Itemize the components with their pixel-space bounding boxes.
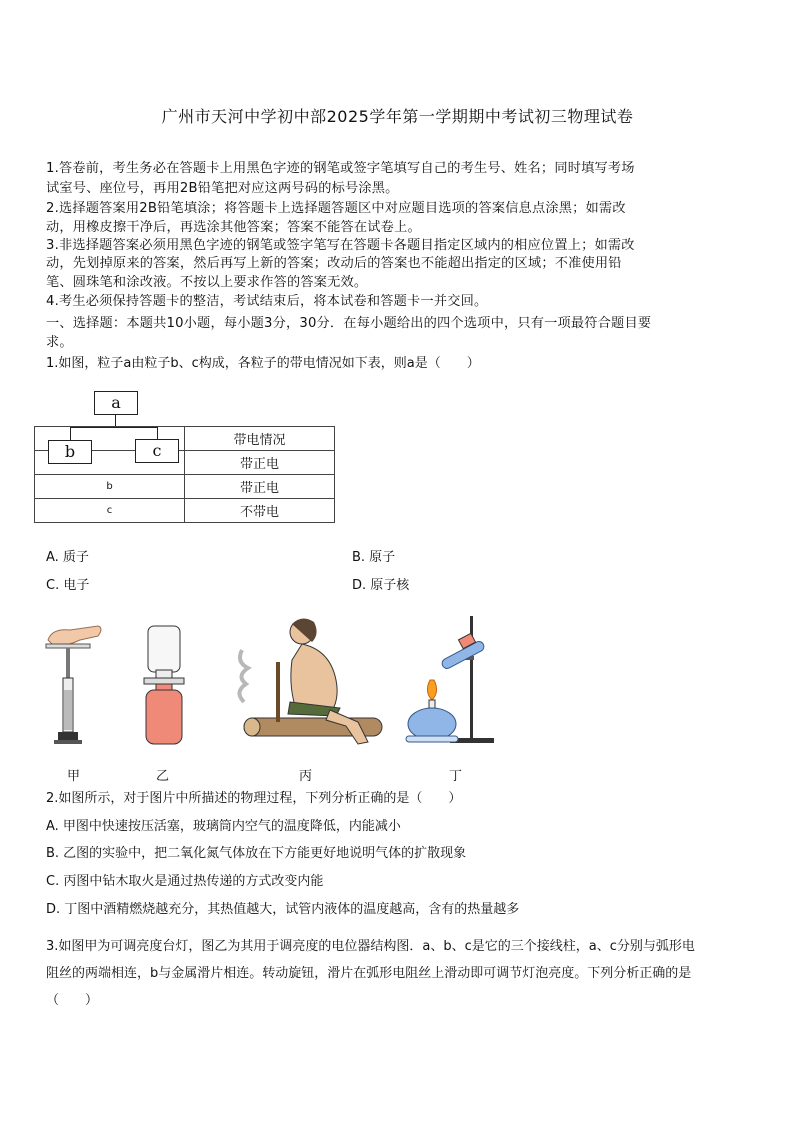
piston-tube-illustration <box>46 626 101 744</box>
table-cell: 带正电 <box>185 451 335 475</box>
instruction-line: 动，先划掉原来的答案，然后再写上新的答案；改动后的答案也不能超出指定的区域；不准使用铅 <box>46 256 622 271</box>
table-cell: c <box>35 499 185 523</box>
caption-jia: 甲 <box>67 769 81 784</box>
option-b: B. 原子 <box>352 550 396 565</box>
table-cell: 不带电 <box>185 499 335 523</box>
physics-illustrations <box>40 610 510 760</box>
instruction-line: 试室号、座位号，再用2B铅笔把对应这两号码的标号涂黑。 <box>46 181 399 196</box>
question-3-line: 3.如图甲为可调亮度台灯，图乙为其用于调亮度的电位器结构图．a、b、c是它的三个接线柱，a、c分别与弧形电 <box>46 939 695 954</box>
diagram-connector <box>115 413 116 427</box>
instruction-line: 4.考生必须保持答题卡的整洁，考试结束后，将本试卷和答题卡一并交回。 <box>46 294 488 309</box>
instruction-line: 1.答卷前，考生务必在答题卡上用黑色字迹的钢笔或签字笔填写自己的考生号、姓名；同时填写考场 <box>46 161 635 176</box>
table-header: 带电情况 <box>185 427 335 451</box>
question-3-line: （ ） <box>46 993 99 1008</box>
question-2-option: B. 乙图的实验中，把二氧化氮气体放在下方能更好地说明气体的扩散现象 <box>46 846 467 861</box>
question-1-stem: 1.如图，粒子a由粒子b、c构成，各粒子的带电情况如下表，则a是（ ） <box>46 356 480 371</box>
fire-drill-illustration <box>239 618 382 744</box>
section-heading: 求。 <box>46 335 73 350</box>
option-a: A. 质子 <box>46 550 89 565</box>
section-heading: 一、选择题：本题共10小题，每小题3分，30分．在每小题给出的四个选项中，只有一项最符合题目要 <box>46 316 652 331</box>
page-title: 广州市天河中学初中部2025学年第一学期期中考试初三物理试卷 <box>161 107 634 126</box>
table-row <box>35 499 335 523</box>
particle-a-box: a <box>94 391 138 415</box>
instruction-line: 笔、圆珠笔和涂改液。不按以上要求作答的答案无效。 <box>46 275 368 290</box>
question-2-stem: 2.如图所示，对于图片中所描述的物理过程，下列分析正确的是（ ） <box>46 791 462 806</box>
table-cell: 带正电 <box>185 475 335 499</box>
table-cell: b <box>35 475 185 499</box>
question-2-option: C. 丙图中钻木取火是通过热传递的方式改变内能 <box>46 874 324 889</box>
gas-bottles-illustration <box>144 626 184 744</box>
instruction-line: 动，用橡皮擦干净后，再选涂其他答案；答案不能答在试卷上。 <box>46 220 421 235</box>
alcohol-lamp-illustration <box>406 616 494 743</box>
instruction-line: 3.非选择题答案必须用黑色字迹的钢笔或签字笔写在答题卡各题目指定区域内的相应位置上；如需改 <box>46 238 635 253</box>
caption-bing: 丙 <box>299 769 313 784</box>
question-2-option: A. 甲图中快速按压活塞，玻璃筒内空气的温度降低，内能减小 <box>46 819 401 834</box>
caption-ding: 丁 <box>449 769 463 784</box>
particle-c-box: c <box>135 439 179 463</box>
particle-b-box: b <box>48 440 92 464</box>
instruction-line: 2.选择题答案用2B铅笔填涂；将答题卡上选择题答题区中对应题目选项的答案信息点涂黑；如需改 <box>46 201 626 216</box>
table-row <box>35 475 335 499</box>
caption-yi: 乙 <box>156 769 170 784</box>
option-d: D. 原子核 <box>352 578 410 593</box>
option-c: C. 电子 <box>46 578 90 593</box>
question-3-line: 阻丝的两端相连，b与金属滑片相连。转动旋钮，滑片在弧形电阻丝上滑动即可调节灯泡亮度。下列分析正确的是 <box>46 966 692 981</box>
question-2-option: D. 丁图中酒精燃烧越充分，其热值越大，试管内液体的温度越高，含有的热量越多 <box>46 902 520 917</box>
